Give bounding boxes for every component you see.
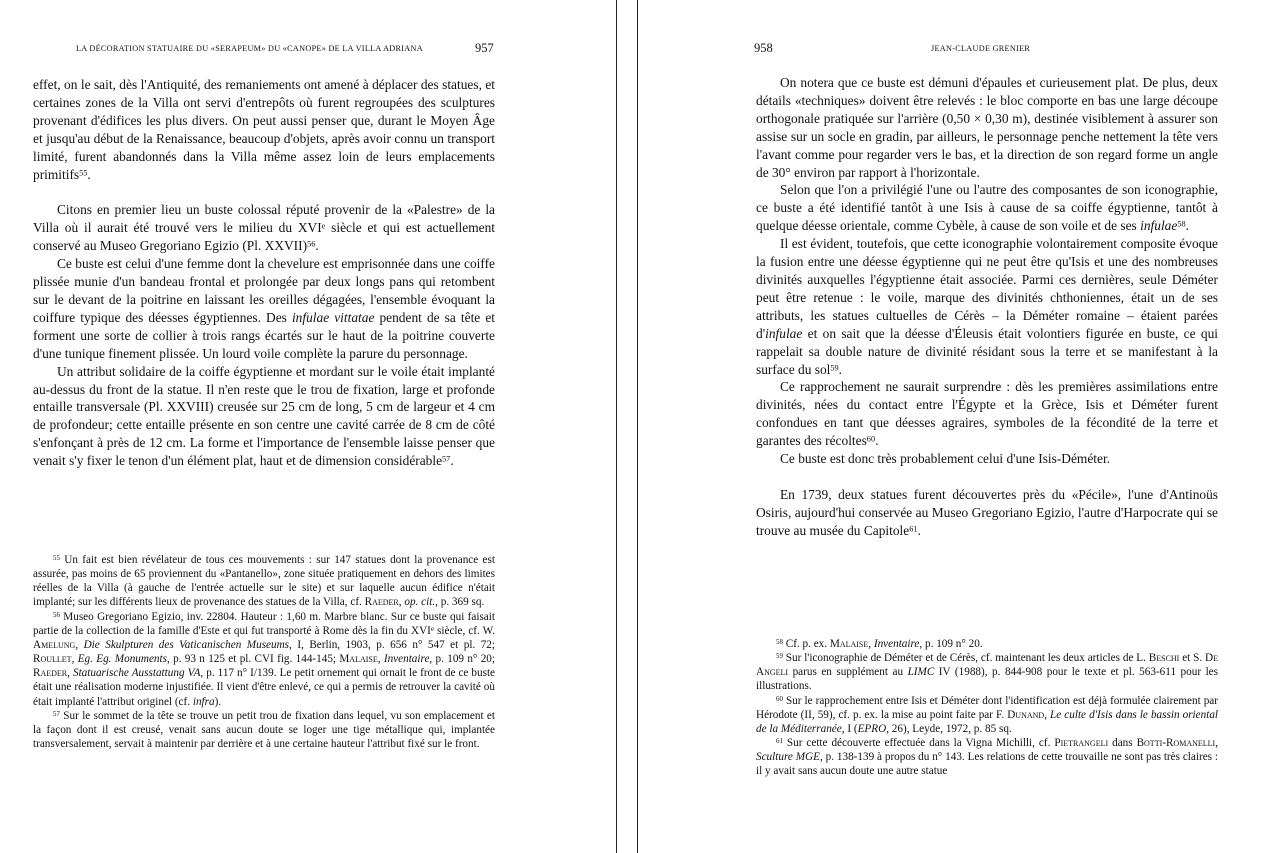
running-head-left: LA DÉCORATION STATUAIRE DU «SERAPEUM» DU «CANOPE» DE LA VILLA ADRIANA: [76, 44, 423, 53]
paragraph: Ce buste est celui d'une femme dont la chevelure est emprisonnée dans une coiffe plissée munie d'un bandeau frontal et prolongée par deux longs pans qui retombent sur le devant de la poitrine en laissant les oreilles dégagées, l'ensemble évoquant la coiffure typique des déesses égyptiennes. Des infulae vittatae pendent de sa tête et forment une sorte de collier à trois rangs écartés sur le haut de la poitrine couverte d'une tunique finement plissée. Un lourd voile complète la parure du personnage.: [33, 256, 495, 361]
page-number-right: 958: [754, 41, 773, 55]
footnote-ref[interactable]: 58: [1177, 219, 1186, 229]
running-head-right: JEAN-CLAUDE GRENIER: [931, 44, 1031, 53]
paragraph: Selon que l'on a privilégié l'une ou l'autre des composantes de son iconographie, ce buste a été identifié tantôt à une Isis à cause de sa coiffe égyptienne, tantôt à quelque déesse orientale, comme Cybèle, à cause de son voile et de ses infulae$^{58}$.: [756, 182, 1218, 234]
paragraph: Citons en premier lieu un buste colossal réputé provenir de la «Palestre» de la Villa où il aurait été trouvé vers le milieu du XVIe siècle et qui est actuellement conservé au Museo Gregoriano Egizio (Pl. XXVII)$^{56}$.: [33, 202, 495, 254]
paragraph: Ce buste est donc très probablement celui d'une Isis-Déméter.: [780, 451, 1111, 467]
footnote-57: $^{57}$ Sur le sommet de la tête se trouve un petit trou de fixation dans lequel, vu son emplacement et la façon dont il est creusé, venait sans aucun doute se loger une tige métallique qui, implantée transversalement, servait à maintenir par derrière et à une certaine hauteur l'attribut fixé sur le front.: [33, 709, 495, 751]
footnote-55: $^{55}$ Un fait est bien révélateur de tous ces mouvements : sur 147 statues dont la provenance est assurée, pas moins de 65 proviennent du «Pantanello», zone située pratiquement en dehors des limites réelles de la Villa (à gauche de l'entrée actuelle sur le site) et sur laquelle aucun édifice n'était implanté; sur les différents lieux de provenance des statues de la Villa, cf. Raeder, op. cit., p. 369 sq.: [33, 553, 495, 609]
footnote-61: $^{61}$ Sur cette découverte effectuée dans la Vigna Michilli, cf. Pietrangeli dans Botti-Romanelli, Sculture MGE, p. 138-139 à propos du n° 143. Les relations de cette trouvaille ne sont pas très claires : il y avait sans aucun doute une autre statue: [756, 736, 1218, 778]
paragraph: Ce rapprochement ne saurait surprendre : dès les premières assimilations entre divinités, nées du contact entre l'Égypte et la Grèce, Isis et Déméter furent confondues en tant que déesses agraires, symboles de la fécondité de la terre et garantes des récoltes$^{60}$.: [756, 379, 1218, 449]
paragraph: Il est évident, toutefois, que cette iconographie volontairement composite évoque la fusion entre une déesse égyptienne qui ne peut être qu'Isis et une des nombreuses divinités auxquelles l'égyptienne était associée. Parmi ces dernières, seule Déméter peut être retenue : le voile, marque des divinités chthoniennes, était un de ses attributs, les statues cultuelles de Cérès – la Déméter romaine – étaient parées d'infulae et on sait que la déesse d'Éleusis était volontiers figurée en buste, ce qui rappelait sa double nature de divinité résidant sous la terre et se manifestant à la surface du sol$^{59}$.: [756, 236, 1218, 377]
right-footnotes: [756, 637, 1218, 779]
footnote-56: $^{56}$ Museo Gregoriano Egizio, inv. 22804. Hauteur : 1,60 m. Marbre blanc. Sur ce buste qui faisait partie de la collection de la famille d'Este et qui fut transporté à Rome dès la fin du XVIe siècle, cf. W. Amelung, Die Skulpturen des Vaticanischen Museums, I, Berlin, 1903, p. 656 n° 547 et pl. 72; Roullet, Eg. Eg. Monuments, p. 93 n 125 et pl. CVI fig. 144-145; Malaise, Inventaire, p. 109 n° 20; Raeder, Statuarische Ausstattung VA, p. 117 n° I/139. Le petit ornement qui ornait le front de ce buste était une réalisation moderne injustifiée. Il vient d'être enlevé, ce qui a permis de retrouver la cavité où était implanté l'attribut originel (cf. infra).: [33, 610, 496, 708]
paragraph: effet, on le sait, dès l'Antiquité, des remaniements ont amené à déplacer des statues, et certaines zones de la Villa ont servi d'entrepôts où furent regroupées des sculptures provenant d'édifices les plus divers. On peut aussi penser que, durant le Moyen Âge et jusqu'au début de la Renaissance, beaucoup d'objets, après avoir connu un transport limité, furent abandonnés dans la Villa même assez loin de leurs emplacements primitifs$^{55}$.: [33, 77, 495, 182]
left-page: [0, 0, 616, 853]
paragraph: Un attribut solidaire de la coiffe égyptienne et mordant sur le voile était implanté au-dessus du front de la statue. Il n'en reste que le trou de fixation, large et profonde entaille transversale (Pl. XXVIII) creusée sur 25 cm de long, 5 cm de largeur et 4 cm de profondeur; cette entaille présente en son centre une cavité carrée de 8 cm de côté s'enfonçant à près de 12 cm. La forme et l'importance de l'ensemble laisse penser que venait s'y fixer le tenon d'un élément plat, haut et de dimension considérable$^{57}$.: [33, 363, 495, 469]
page-edge-divider: [616, 0, 617, 853]
footnote-ref[interactable]: 57: [442, 454, 451, 464]
left-body: [33, 76, 495, 470]
left-footnotes: [33, 553, 495, 751]
paragraph: En 1739, deux statues furent découvertes près du «Pécile», l'une d'Antinoüs Osiris, aujourd'hui conservée au Museo Gregoriano Egizio, l'autre d'Harpocrate qui se trouve au musée du Capitole$^{61}$.: [756, 486, 1218, 538]
page-number-left: 957: [475, 41, 494, 55]
footnote-ref[interactable]: 61: [909, 524, 918, 534]
footnote-59: $^{59}$ Sur l'iconographie de Déméter et de Cérès, cf. maintenant les deux articles de L. Beschi et S. De Angeli parus en supplément au LIMC IV (1988), p. 844-908 pour le texte et pl. 563-611 pour les illustrations.: [756, 652, 1219, 693]
right-page: [638, 0, 1265, 853]
footnote-ref[interactable]: 55: [79, 167, 88, 177]
right-body: [756, 74, 1218, 540]
footnote-ref[interactable]: 60: [866, 434, 876, 444]
gutter: [616, 0, 638, 853]
footnote-ref[interactable]: 59: [830, 362, 839, 372]
footnote-ref[interactable]: 56: [307, 239, 316, 249]
footnote-58: $^{58}$ Cf. p. ex. Malaise, Inventaire, p. 109 n° 20.: [776, 637, 983, 650]
footnote-60: $^{60}$ Sur le rapprochement entre Isis et Déméter dont l'identification est déjà formulée clairement par Hérodote (II, 59), cf. p. ex. la mise au point faite par F. Dunand, Le culte d'Isis dans le bassin oriental de la Méditerranée, I (EPRO, 26), Leyde, 1972, p. 85 sq.: [756, 694, 1219, 735]
paragraph: On notera que ce buste est démuni d'épaules et curieusement plat. De plus, deux détails «techniques» doivent être relevés : le bloc comporte en bas une large découpe orthogonale pratiquée sur l'arrière (0,50 × 0,30 m), destinée visiblement à assurer son assise sur un socle en gradin, par ailleurs, le personnage penche nettement la tête vers l'avant comme pour regarder vers le bas, et la direction de son regard forme un angle de 30° environ par rapport à l'horizontale.: [756, 75, 1218, 180]
